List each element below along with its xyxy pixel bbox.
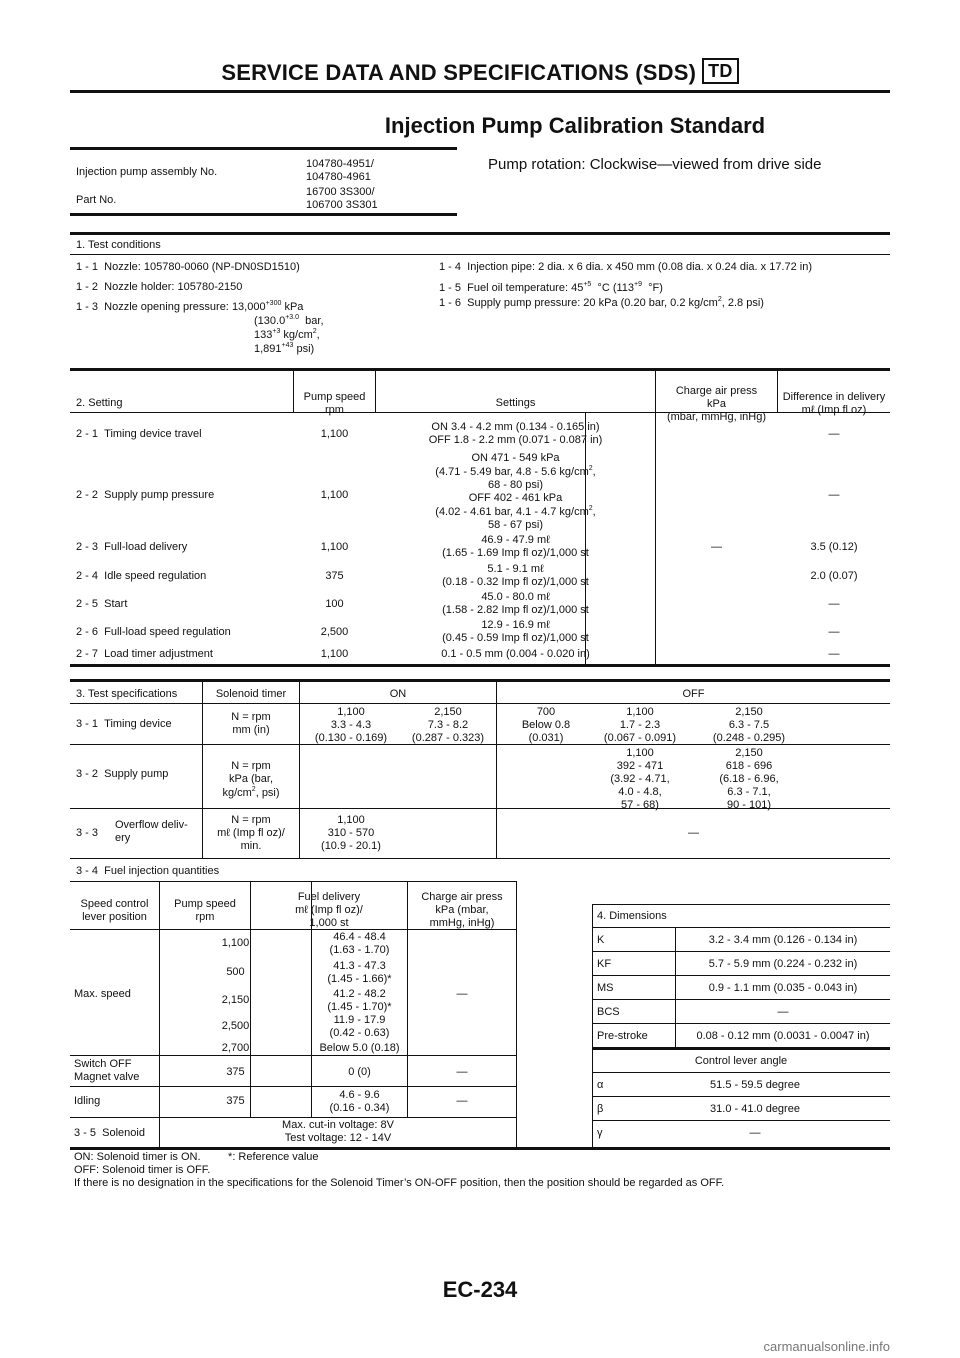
setting-row-2-3: 2 - 3 Full-load delivery (76, 541, 188, 553)
dim-prestroke-value: 0.08 - 0.12 mm (0.0031 - 0.0047 in) (696, 1030, 870, 1042)
settings-2-5: 45.0 - 80.0 mℓ (1.58 - 2.82 Imp fl oz)/1,000 st (442, 591, 589, 616)
spec-row-3-1: 3 - 1 Timing device (76, 718, 172, 730)
settings-2-6: 12.9 - 16.9 mℓ (0.45 - 0.59 Imp fl oz)/1,000 st (442, 619, 589, 644)
setting-col-settings: Settings (495, 397, 536, 409)
spec-3-3-off: — (688, 827, 699, 839)
spec-3-3-unit: N = rpm mℓ (Imp fl oz)/ min. (217, 814, 285, 852)
diff-2-7: — (828, 648, 840, 660)
header-title-text: SERVICE DATA AND SPECIFICATIONS (SDS) (221, 60, 697, 85)
footnote-designation: If there is no designation in the specifications for the Solenoid Timer’s ON-OFF position, then the position should be regarded as OFF. (74, 1177, 725, 1189)
fuel-speed-3: 2,150 (221, 994, 250, 1006)
solenoid-values: Max. cut-in voltage: 8V Test voltage: 12 - 14V (282, 1119, 394, 1144)
spec-3-1-on-b: 2,150 7.3 - 8.2 (0.287 - 0.323) (411, 706, 485, 744)
dim-kf: KF (597, 958, 612, 970)
speed-2-3: 1,100 (320, 541, 349, 553)
spec-3-1-off-c: 2,150 6.3 - 7.5 (0.248 - 0.295) (712, 706, 786, 744)
part-no-value: 16700 3S300/ 106700 3S301 (306, 186, 378, 211)
settings-2-1: ON 3.4 - 4.2 mm (0.134 - 0.165 in) OFF 1.8 - 2.2 mm (0.071 - 0.087 in) (428, 421, 603, 446)
dim-kf-value: 5.7 - 5.9 mm (0.224 - 0.232 in) (708, 958, 858, 970)
spec-3-2-off-a: 1,100 392 - 471 (3.92 - 4.71, 4.0 - 4.8, 57 - 68) (610, 747, 670, 811)
page-number: EC-234 (442, 1277, 518, 1302)
fuel-switch-label: Switch OFF Magnet valve (74, 1058, 140, 1083)
condition-1-6: 1 - 6 Supply pump pressure: 20 kPa (0.20 bar, 0.2 $kg/cm^2$, 2.8 psi) (439, 296, 764, 309)
header-title (70, 58, 890, 86)
fuel-idling-charge: — (456, 1095, 468, 1107)
angle-alpha-value: 51.5 - 59.5 degree (710, 1079, 800, 1091)
fuel-del-4: 11.9 - 17.9 (0.42 - 0.63) (329, 1014, 390, 1039)
dim-k-value: 3.2 - 3.4 mm (0.126 - 0.134 in) (708, 934, 858, 946)
pump-assembly-label: Injection pump assembly No. (76, 166, 218, 178)
fuel-switch-speed: 375 (226, 1066, 245, 1078)
fuel-del-5: Below 5.0 (0.18) (319, 1042, 400, 1054)
spec-3-3-on: 1,100 310 - 570 (10.9 - 20.1) (321, 814, 381, 852)
watermark: carmanualsonline.info (763, 1338, 890, 1354)
condition-1-2: 1 - 2 Nozzle holder: 105780-2150 (76, 281, 243, 293)
speed-2-5: 100 (325, 598, 344, 610)
diff-2-1: — (828, 428, 840, 440)
fuel-del-1: 46.4 - 48.4 (1.63 - 1.70) (329, 931, 390, 956)
fuel-speed-4: 2,500 (221, 1020, 250, 1032)
setting-row-2-4: 2 - 4 Idle speed regulation (76, 570, 207, 582)
pressure-bar: ($130.0^{+3.0}$ bar, (254, 314, 324, 327)
part-no-label: Part No. (76, 194, 117, 206)
condition-1-3: 1 - 3 Nozzle opening pressure: $13,000^{+300}$ kPa (76, 300, 304, 313)
page-title: Injection Pump Calibration Standard (384, 113, 766, 138)
pump-assembly-value: 104780-4951/ 104780-4961 (306, 158, 374, 183)
diff-2-5: — (828, 598, 840, 610)
fuel-col-lever: Speed control lever position (80, 898, 149, 923)
spec-3-1-unit: N = rpm mm (in) (231, 711, 271, 736)
setting-col-charge: Charge air press kPa (mbar, mmHg, inHg) (666, 385, 767, 423)
setting-row-2-7: 2 - 7 Load timer adjustment (76, 648, 213, 660)
setting-row-2-2: 2 - 2 Supply pump pressure (76, 489, 215, 501)
spec-row-3-2: 3 - 2 Supply pump (76, 768, 169, 780)
control-lever-angle-heading: Control lever angle (694, 1055, 788, 1067)
spec-item-3-3: Overflow deliv- ery (115, 819, 188, 844)
angle-gamma: γ (597, 1127, 603, 1139)
fuel-speed-1: 1,100 (221, 937, 250, 949)
spec-3-1-off-b: 1,100 1.7 - 2.3 (0.067 - 0.091) (603, 706, 677, 744)
charge-dash: — (711, 541, 722, 553)
speed-2-6: 2,500 (320, 626, 349, 638)
condition-1-4: 1 - 4 Injection pipe: 2 dia. x 6 dia. x 450 mm (0.08 dia. x 0.24 dia. x 17.72 in) (439, 261, 813, 273)
diff-2-2: — (828, 489, 840, 501)
settings-2-4: 5.1 - 9.1 mℓ (0.18 - 0.32 Imp fl oz)/1,000 st (442, 563, 589, 588)
setting-table (70, 414, 890, 664)
fuel-speed-5: 2,700 (221, 1042, 250, 1054)
angle-alpha: α (597, 1079, 604, 1091)
spec-row-3-4: 3 - 4 Fuel injection quantities (76, 865, 220, 877)
footnotes (74, 1151, 724, 1190)
test-spec-col-off: OFF (682, 688, 705, 700)
settings-2-7: 0.1 - 0.5 mm (0.004 - 0.020 in) (441, 648, 590, 660)
fuel-col-delivery: Fuel delivery mℓ (Imp fl oz)/ 1,000 st (295, 891, 363, 929)
solenoid-row: 3 - 5 Solenoid (74, 1127, 145, 1139)
setting-row-2-5: 2 - 5 Start (76, 598, 128, 610)
dim-bcs: BCS (597, 1006, 620, 1018)
speed-2-4: 375 (325, 570, 344, 582)
fuel-max-charge: — (456, 988, 468, 1000)
pressure-psi: $1,891^{+43}$ psi) (254, 342, 315, 355)
fuel-idling-label: Idling (74, 1095, 101, 1107)
spec-3-1-on-a: 1,100 3.3 - 4.3 (0.130 - 0.169) (314, 706, 388, 744)
angle-beta-value: 31.0 - 41.0 degree (710, 1103, 800, 1115)
test-spec-col-solenoid: Solenoid timer (215, 688, 287, 700)
settings-2-2: ON 471 - 549 kPa (4.71 - 5.49 bar, 4.8 - 5.6 $kg/cm^2$, 68 - 80 psi) OFF 402 - 461 kPa (4.02 - 4.61 bar, 4.1 - 4.7 $kg/cm^2$, 58 - 67 psi) (435, 452, 596, 531)
settings-2-3: 46.9 - 47.9 mℓ (1.65 - 1.69 Imp fl oz)/1,000 st (442, 534, 589, 559)
angle-gamma-value: — (749, 1127, 761, 1139)
dim-ms-value: 0.9 - 1.1 mm (0.035 - 0.043 in) (708, 982, 858, 994)
setting-col-speed: Pump speed rpm (303, 391, 366, 416)
dim-prestroke: Pre-stroke (597, 1030, 648, 1042)
pressure-kgcm: $133^{+3}$ $kg/cm^2$, (254, 328, 320, 341)
test-spec-heading: 3. Test specifications (76, 688, 178, 700)
fuel-del-3: 41.2 - 48.2 (1.45 - 1.70)* (327, 988, 392, 1013)
page-header (70, 56, 890, 93)
fuel-switch-charge: — (456, 1066, 468, 1078)
dim-ms: MS (597, 982, 614, 994)
spec-3-1-off-a: 700 Below 0.8 (0.031) (521, 706, 571, 744)
test-conditions-heading: 1. Test conditions (76, 239, 161, 251)
condition-1-1: 1 - 1 Nozzle: 105780-0060 (NP-DN0SD1510) (76, 261, 300, 273)
condition-1-5: 1 - 5 Fuel oil temperature: $45^{+5}$ °C ($113^{+9}$ °F) (439, 281, 663, 294)
dim-k: K (597, 934, 605, 946)
fuel-speed-2: 500 (226, 966, 245, 978)
fuel-del-2: 41.3 - 47.3 (1.45 - 1.66)* (327, 960, 392, 985)
footnote-off: OFF: Solenoid timer is OFF. (74, 1164, 211, 1176)
dimensions-heading: 4. Dimensions (597, 910, 667, 922)
pump-rotation: Pump rotation: Clockwise—viewed from drive side (488, 156, 822, 173)
spec-num-3-3: 3 - 3 (76, 827, 99, 839)
speed-2-7: 1,100 (320, 648, 349, 660)
fuel-max-speed-label: Max. speed (74, 988, 131, 1000)
setting-row-2-6: 2 - 6 Full-load speed regulation (76, 626, 231, 638)
spec-3-2-unit: N = rpm kPa (bar, $kg/cm^2$, psi) (222, 760, 280, 799)
speed-2-1: 1,100 (320, 428, 349, 440)
speed-2-2: 1,100 (320, 489, 349, 501)
setting-heading: 2. Setting (76, 397, 123, 409)
setting-col-diff: Difference in delivery mℓ (Imp fl oz) (782, 391, 886, 416)
fuel-switch-del: 0 (0) (348, 1066, 371, 1078)
diff-2-6: — (828, 626, 840, 638)
setting-row-2-1: 2 - 1 Timing device travel (76, 428, 202, 440)
fuel-idling-del: 4.6 - 9.6 (0.16 - 0.34) (329, 1089, 390, 1114)
spec-3-2-off-b: 2,150 618 - 696 (6.18 - 6.96, 6.3 - 7.1, 90 - 101) (719, 747, 779, 811)
angle-beta: β (597, 1103, 604, 1115)
fuel-col-speed: Pump speed rpm (174, 898, 236, 923)
diff-2-3: 3.5 (0.12) (810, 541, 858, 553)
diff-2-4: 2.0 (0.07) (810, 570, 858, 582)
dim-bcs-value: — (777, 1006, 789, 1018)
header-badge: TD (702, 58, 738, 84)
fuel-idling-speed: 375 (226, 1095, 245, 1107)
test-spec-col-on: ON (389, 688, 407, 700)
fuel-col-charge: Charge air press kPa (mbar, mmHg, inHg) (421, 891, 503, 929)
footnote-on: ON: Solenoid timer is ON. *: Reference value (74, 1151, 319, 1163)
